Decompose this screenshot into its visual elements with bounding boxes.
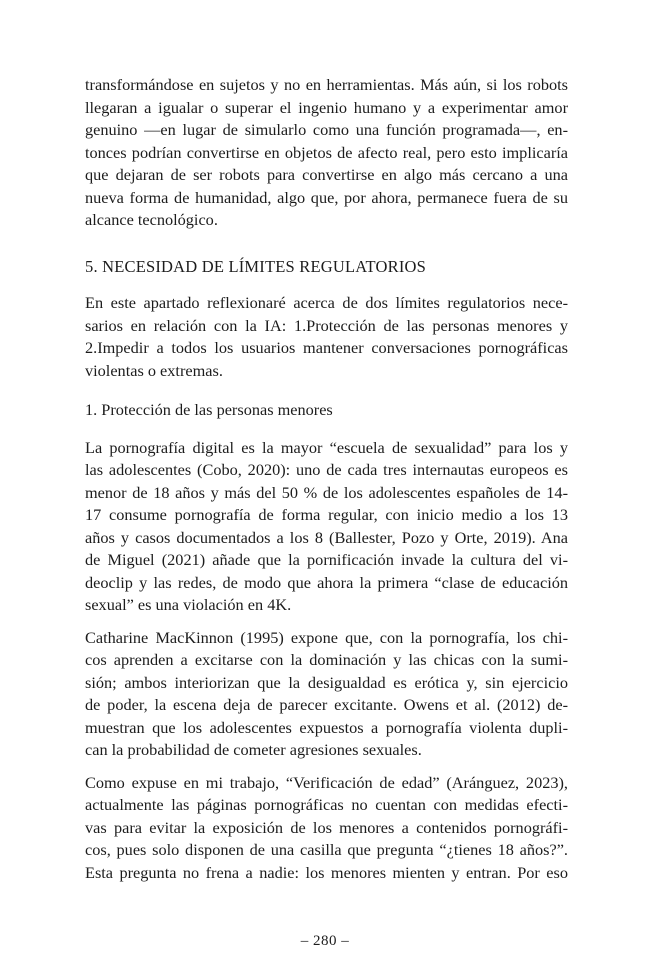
text-line: deoclip y las redes, de modo que ahora la primera “clase de educación xyxy=(85,572,568,592)
pornography-paragraph xyxy=(85,437,568,617)
text-line: llegaran a igualar o superar el ingenio humano y a experimentar amor xyxy=(85,97,568,117)
text-line: sarios en relación con la IA: 1.Protección de las personas menores y xyxy=(85,315,568,335)
text-line: transformándose en sujetos y no en herramientas. Más aún, si los robots xyxy=(85,75,568,94)
text-line: muestran que los adolescentes expuestos a pornografía violenta dupli- xyxy=(85,717,568,737)
intro-paragraph xyxy=(85,74,568,232)
text-line: de poder, la escena deja de parecer excitante. Owens et al. (2012) de- xyxy=(85,695,568,714)
text-line: actualmente las páginas pornográficas no cuentan con medidas efecti- xyxy=(85,795,568,814)
text-line: En este apartado reflexionaré acerca de dos límites regulatorios nece- xyxy=(85,293,568,312)
text-line: nueva forma de humanidad, algo que, por ahora, permanece fuera de su xyxy=(85,187,568,207)
text-line: violentas o extremas. xyxy=(85,360,223,380)
text-line: vas para evitar la exposición de los menores a contenidos pornográfi- xyxy=(85,817,568,837)
text-line: Esta pregunta no frena a nadie: los menores mienten y entran. Por eso xyxy=(85,862,568,882)
text-line: tonces podrían convertirse en objetos de afecto real, pero esto implicaría xyxy=(85,142,568,162)
text-line: alcance tecnológico. xyxy=(85,210,218,229)
verification-paragraph xyxy=(85,772,568,885)
page-body xyxy=(85,74,568,884)
text-line: genuino —en lugar de simularlo como una función programada—, en- xyxy=(85,120,568,139)
text-line: años y casos documentados a los 8 (Ballester, Pozo y Orte, 2019). Ana xyxy=(85,527,568,547)
page-number: – 280 – xyxy=(300,933,350,949)
text-line: can la probabilidad de cometer agresiones sexuales. xyxy=(85,740,422,759)
section-intro-paragraph xyxy=(85,292,568,382)
text-line: que dejaran de ser robots para convertirse en algo más cercano a una xyxy=(85,165,568,184)
text-line: 17 consume pornografía de forma regular, con inicio medio a los 13 xyxy=(85,505,568,524)
text-line: Catharine MacKinnon (1995) expone que, con la pornografía, los chi- xyxy=(85,627,568,647)
text-line: 2.Impedir a todos los usuarios mantener conversaciones pornográficas xyxy=(85,338,568,357)
section-heading: 5. NECESIDAD DE LÍMITES REGULATORIOS xyxy=(85,256,427,276)
subsection-heading: 1. Protección de las personas menores xyxy=(85,400,333,419)
text-line: de Miguel (2021) añade que la pornificación invade la cultura del vi- xyxy=(85,550,568,569)
mackinnon-paragraph xyxy=(85,627,568,762)
text-line: las adolescentes (Cobo, 2020): uno de cada tres internautas europeos es xyxy=(85,460,568,479)
text-line: cos aprenden a excitarse con la dominación y las chicas con la sumi- xyxy=(85,650,568,669)
text-line: sión; ambos interiorizan que la desigualdad es erótica y, sin ejercicio xyxy=(85,672,568,692)
text-line: sexual” es una violación en 4K. xyxy=(85,595,292,614)
text-line: Como expuse en mi trabajo, “Verificación de edad” (Aránguez, 2023), xyxy=(85,772,568,792)
text-line: La pornografía digital es la mayor “escuela de sexualidad” para los y xyxy=(85,437,568,457)
text-line: cos, pues solo disponen de una casilla que pregunta “¿tienes 18 años?”. xyxy=(85,840,568,859)
text-line: menor de 18 años y más del 50 % de los adolescentes españoles de 14- xyxy=(85,482,568,502)
